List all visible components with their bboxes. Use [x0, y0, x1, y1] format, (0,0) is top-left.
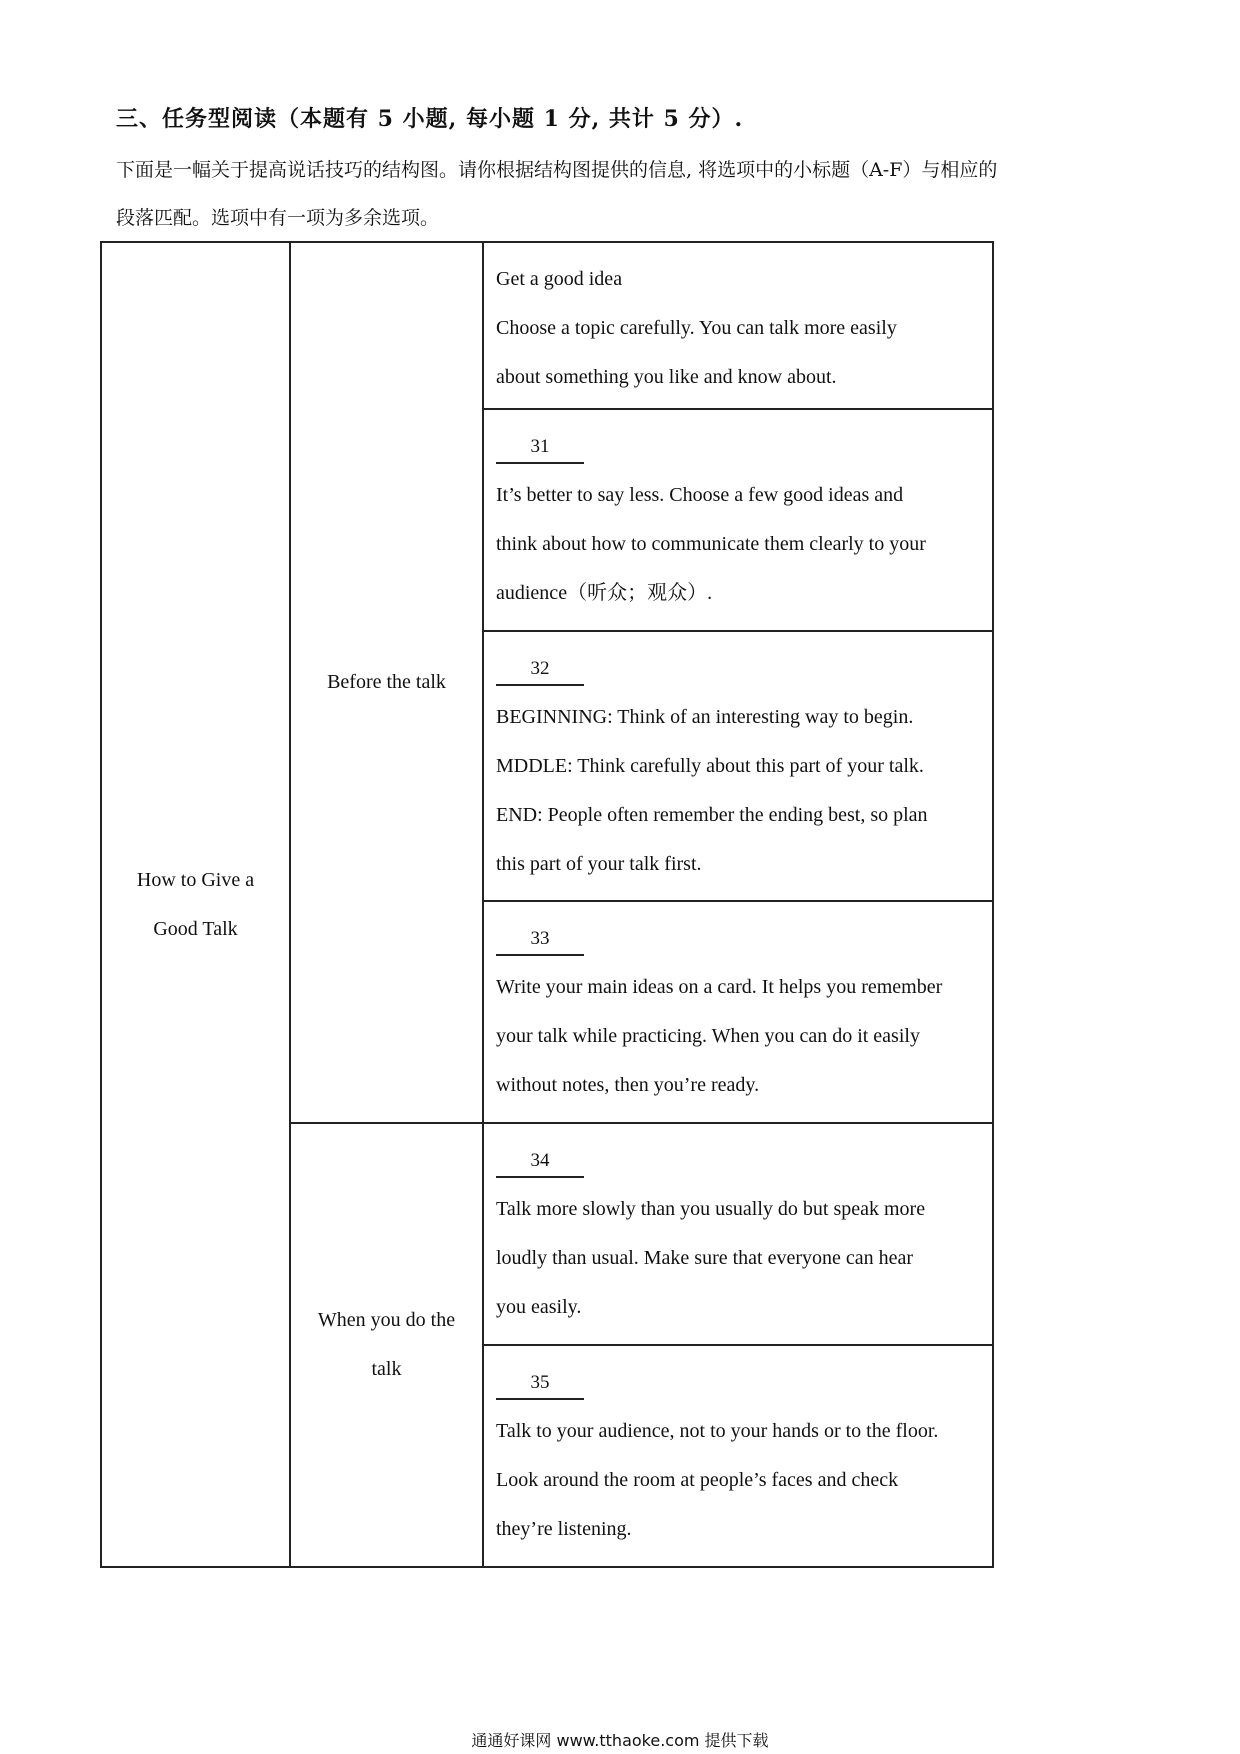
group-before-talk-label: Before the talk — [327, 671, 446, 693]
answer-blank-33[interactable]: 33 — [496, 924, 584, 956]
paragraph-cell-31 — [483, 409, 993, 631]
paragraph-line: this part of your talk first. — [496, 853, 702, 875]
paragraph-line: MDDLE: Think carefully about this part of your talk. — [496, 755, 924, 777]
structure-table — [100, 241, 994, 1568]
paragraph-title: Get a good idea — [496, 268, 623, 290]
section-heading: 三、任务型阅读（本题有 5 小题, 每小题 1 分, 共计 5 分）. — [116, 106, 744, 132]
paragraph-cell-34 — [483, 1123, 993, 1345]
paragraph-line: END: People often remember the ending best, so plan — [496, 804, 928, 826]
answer-blank-31[interactable]: 31 — [496, 432, 584, 464]
group-before-talk-cell — [290, 242, 483, 1123]
paragraph-line: Choose a topic carefully. You can talk more easily — [496, 317, 897, 339]
page-footer: 通通好课网 www.tthaoke.com 提供下载 — [471, 1731, 769, 1750]
root-topic-cell — [101, 242, 290, 1567]
paragraph-cell-good-idea — [483, 242, 993, 409]
answer-blank-32[interactable]: 32 — [496, 654, 584, 686]
paragraph-line: about something you like and know about. — [496, 366, 837, 388]
paragraph-line: think about how to communicate them clearly to your — [496, 533, 926, 555]
paragraph-line: It’s better to say less. Choose a few good ideas and — [496, 484, 904, 506]
paragraph-cell-33 — [483, 901, 993, 1123]
paragraph-line: without notes, then you’re ready. — [496, 1074, 760, 1096]
answer-blank-35[interactable]: 35 — [496, 1368, 584, 1400]
group-during-talk-line-1: When you do the — [317, 1309, 456, 1331]
paragraph-line: audience（听众；观众）. — [496, 582, 713, 604]
paragraph-cell-32 — [483, 631, 993, 901]
group-during-talk-line-2: talk — [371, 1358, 402, 1380]
paragraph-line: you easily. — [496, 1296, 582, 1318]
root-topic-line-2: Good Talk — [153, 917, 238, 940]
paragraph-line: BEGINNING: Think of an interesting way to begin. — [496, 706, 914, 728]
paragraph-line: Write your main ideas on a card. It helps you remember — [496, 976, 943, 998]
paragraph-line: Talk to your audience, not to your hands or to the floor. — [496, 1420, 939, 1442]
paragraph-line: loudly than usual. Make sure that everyone can hear — [496, 1247, 914, 1269]
paragraph-line: they’re listening. — [496, 1518, 632, 1540]
root-topic-line-1: How to Give a — [136, 868, 255, 891]
answer-blank-34[interactable]: 34 — [496, 1146, 584, 1178]
paragraph-line: Talk more slowly than you usually do but speak more — [496, 1198, 926, 1220]
group-during-talk-cell — [290, 1123, 483, 1567]
instruction-line-1: 下面是一幅关于提高说话技巧的结构图。请你根据结构图提供的信息, 将选项中的小标题（A-F）与相应的 — [116, 159, 998, 181]
paragraph-cell-35 — [483, 1345, 993, 1567]
paragraph-line: Look around the room at people’s faces and check — [496, 1469, 899, 1491]
paragraph-line: your talk while practicing. When you can do it easily — [496, 1025, 920, 1047]
instruction-line-2: 段落匹配。选项中有一项为多余选项。 — [116, 207, 440, 229]
